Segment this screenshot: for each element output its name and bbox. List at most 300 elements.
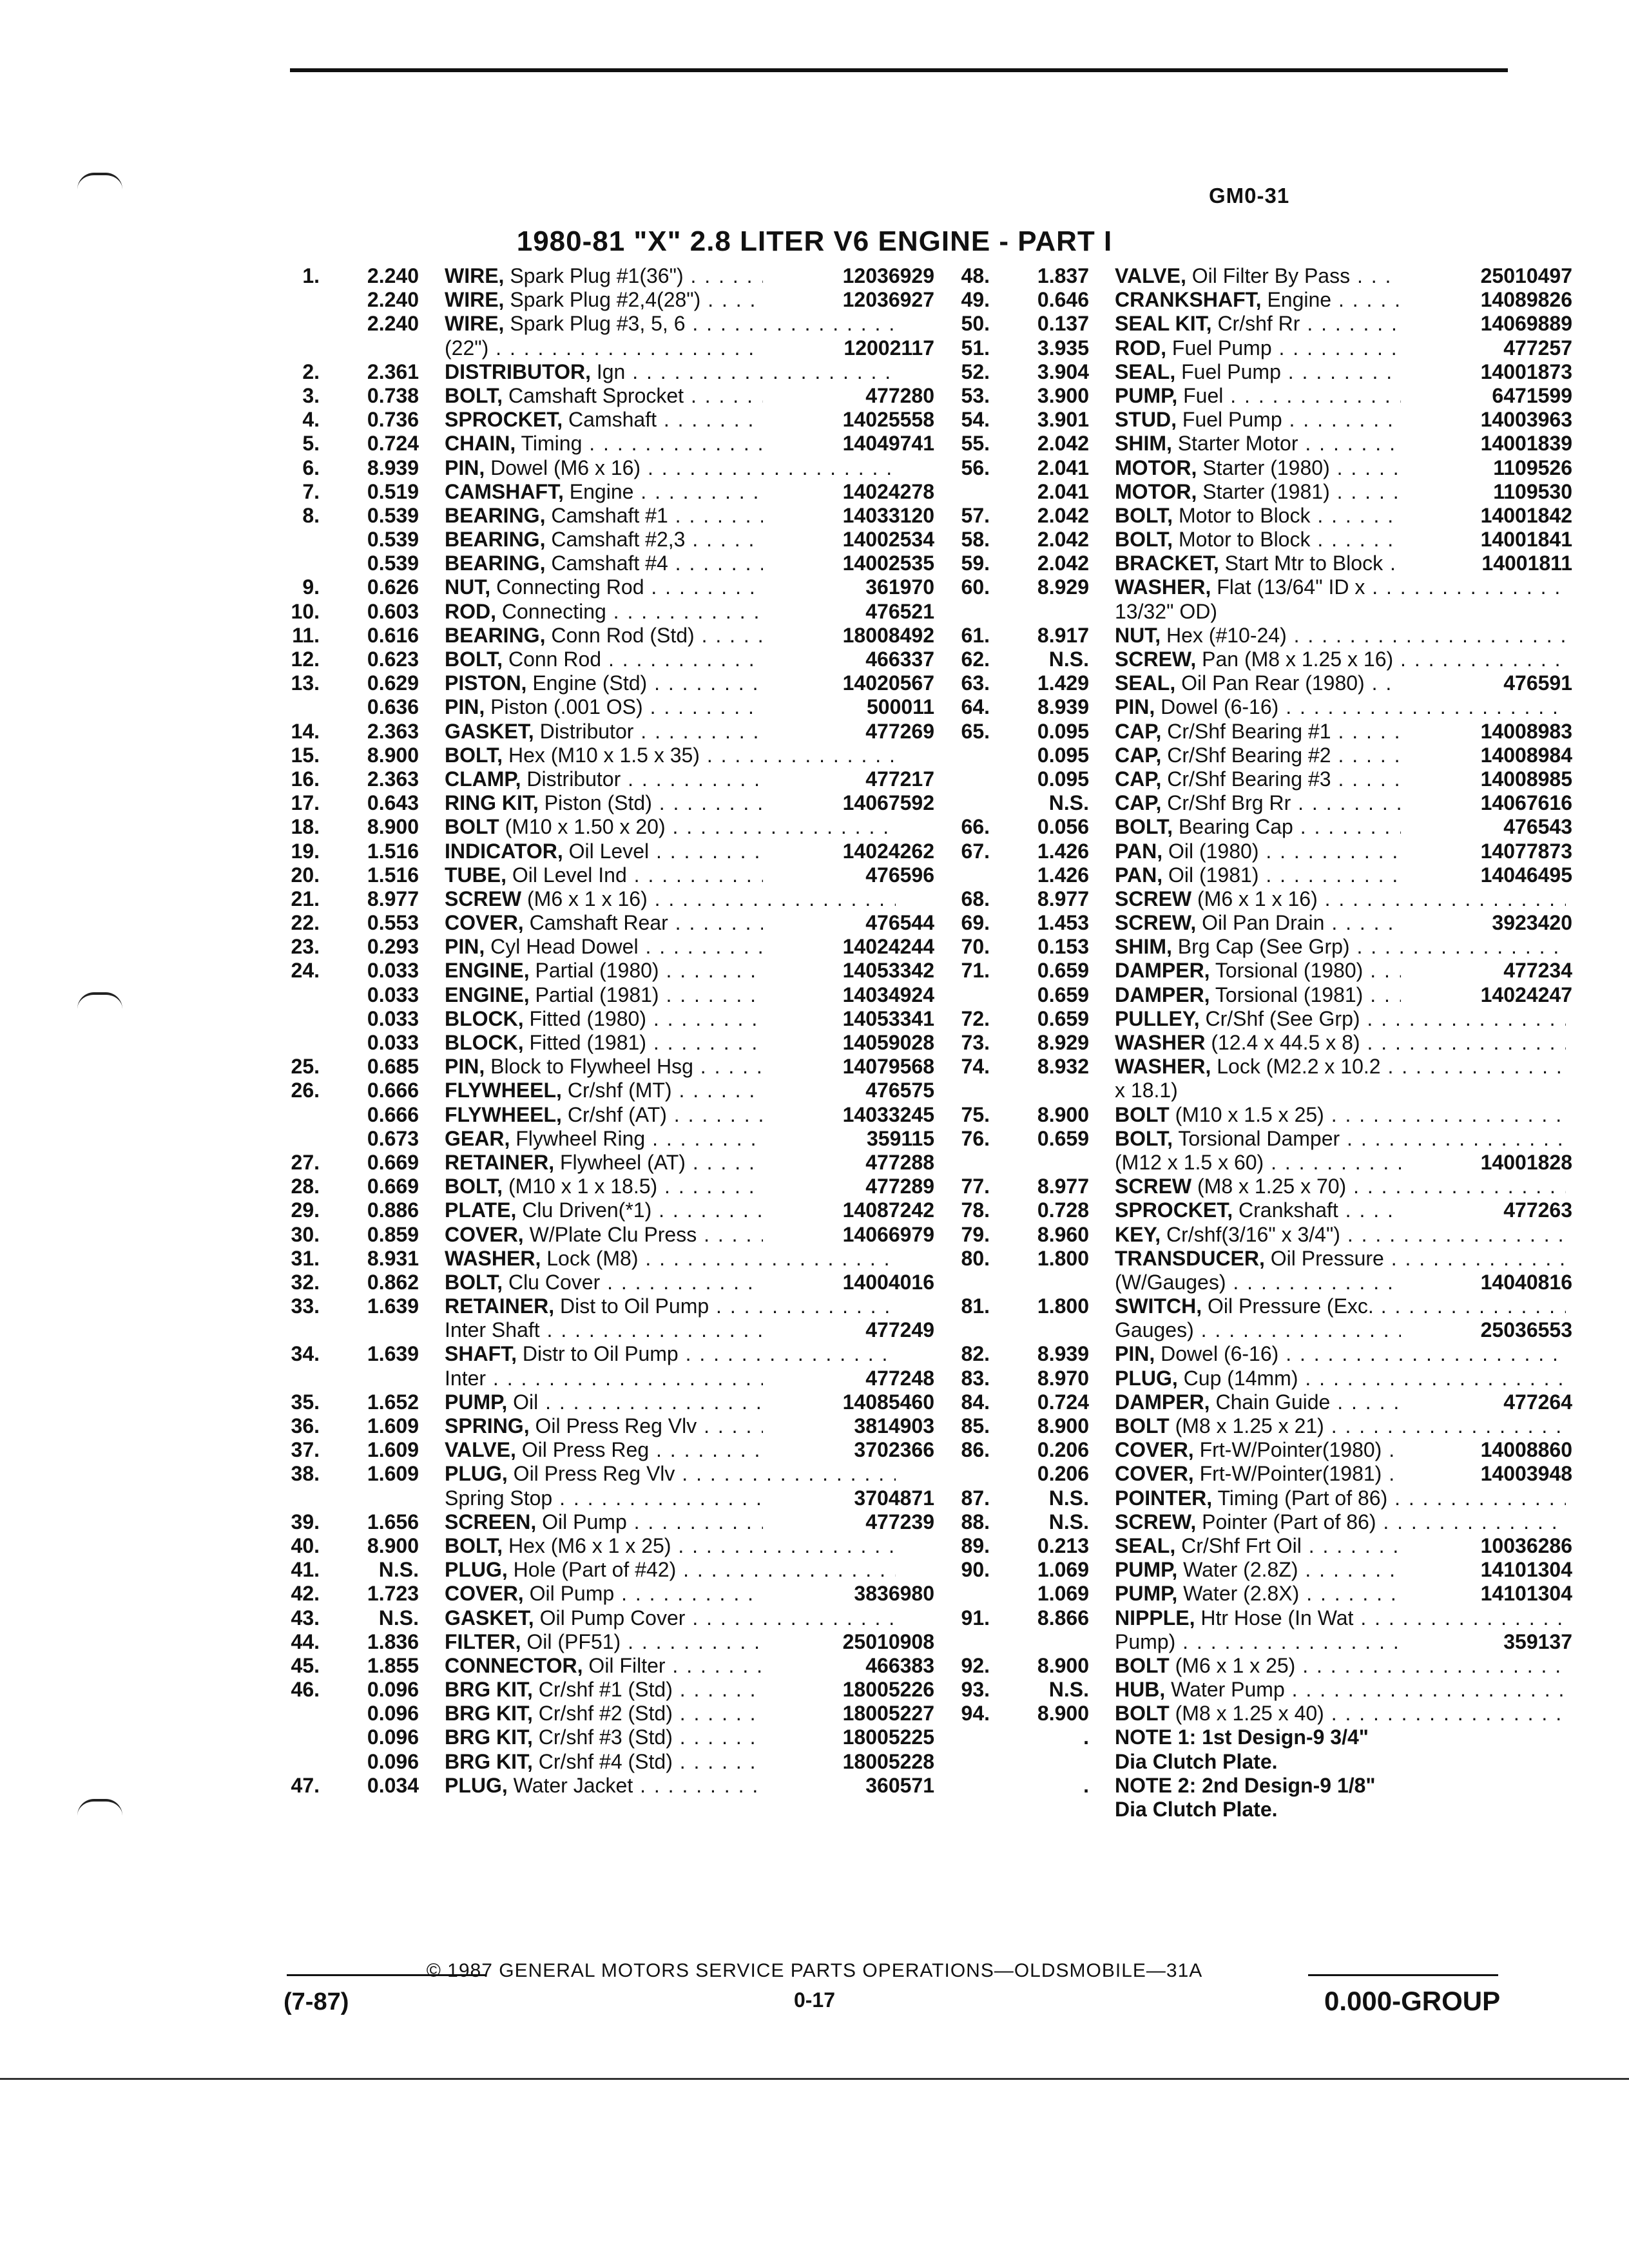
group-number: 0.519	[367, 479, 419, 503]
part-number: 14101304	[1401, 1582, 1572, 1606]
group-number: 8.900	[367, 1533, 419, 1557]
part-name: VALVE,	[445, 1438, 516, 1462]
part-detail: Oil Filter	[588, 1653, 666, 1677]
part-detail: Motor to Block	[1178, 528, 1311, 552]
part-name: DAMPER,	[1115, 983, 1210, 1006]
part-description	[1115, 575, 1566, 599]
part-name: FLYWHEEL,	[445, 1102, 562, 1126]
part-detail: Dia Clutch Plate.	[1115, 1798, 1278, 1821]
part-name: DAMPER,	[1115, 959, 1210, 983]
part-name: PIN,	[445, 695, 485, 719]
ref-number: 62.	[961, 648, 990, 671]
part-name: RETAINER,	[445, 1294, 555, 1318]
part-row	[928, 1774, 1572, 1798]
part-detail: Inter	[445, 1366, 487, 1390]
part-name: PUMP,	[1115, 1582, 1178, 1606]
part-row	[258, 1342, 934, 1366]
part-detail: Cr/shf #3 (Std)	[538, 1725, 673, 1749]
ref-number: 29.	[291, 1198, 320, 1222]
part-row	[258, 1414, 934, 1438]
part-name: FLYWHEEL,	[445, 1079, 562, 1102]
group-number: 1.656	[367, 1510, 419, 1533]
part-name: WASHER	[1115, 1031, 1206, 1054]
part-row	[258, 671, 934, 695]
part-name: PUMP,	[1115, 1558, 1178, 1582]
part-detail: Bearing Cap	[1178, 815, 1293, 839]
part-name: MOTOR,	[1115, 479, 1197, 503]
part-row	[258, 1103, 934, 1127]
part-row	[258, 815, 934, 839]
part-row	[258, 480, 934, 504]
group-number: 8.866	[1037, 1606, 1089, 1629]
part-number: 14069889	[1401, 312, 1572, 336]
ref-number: 24.	[291, 959, 320, 983]
part-name: BOLT	[1115, 1414, 1170, 1437]
part-row	[258, 1247, 934, 1271]
group-number: 0.616	[367, 623, 419, 647]
part-row	[928, 695, 1572, 719]
part-name: SHIM,	[1115, 432, 1172, 456]
part-detail: Starter Motor	[1177, 432, 1298, 456]
part-number: 14024262	[763, 840, 934, 863]
scan-mark	[77, 992, 122, 1009]
part-row	[258, 1534, 934, 1558]
group-number: 1.652	[367, 1390, 419, 1414]
part-detail: Connecting	[501, 599, 606, 623]
ref-number: 49.	[961, 288, 990, 312]
part-number: 14067592	[763, 791, 934, 815]
part-row	[928, 1558, 1572, 1582]
part-name: TRANSDUCER,	[1115, 1246, 1265, 1270]
part-number: 477257	[1401, 336, 1572, 360]
part-number: 14024247	[1401, 983, 1572, 1007]
ref-number: 76.	[961, 1126, 990, 1150]
part-row	[258, 1031, 934, 1055]
part-detail: Pointer (Part of 86)	[1202, 1510, 1376, 1533]
part-row	[258, 1318, 934, 1342]
part-number: 477263	[1401, 1198, 1572, 1222]
ref-number: 94.	[961, 1702, 990, 1725]
ref-number: 91.	[961, 1606, 990, 1629]
part-name: BRG KIT,	[445, 1678, 533, 1702]
ref-number: 61.	[961, 623, 990, 647]
part-description	[445, 887, 896, 911]
group-number: 8.970	[1037, 1366, 1089, 1390]
group-number: 0.724	[1037, 1390, 1089, 1414]
part-detail: Water Pump	[1171, 1678, 1285, 1702]
part-row	[928, 1127, 1572, 1151]
part-name: NUT,	[1115, 623, 1161, 647]
group-number: 8.900	[1037, 1702, 1089, 1725]
part-number: 14079568	[763, 1055, 934, 1079]
part-detail: Clu Cover	[508, 1270, 601, 1294]
ref-number: 41.	[291, 1558, 320, 1582]
ref-number: 40.	[291, 1533, 320, 1557]
scan-mark	[77, 1799, 122, 1816]
part-number: 359115	[763, 1127, 934, 1151]
part-row	[258, 1438, 934, 1462]
part-name: SPROCKET,	[1115, 1198, 1233, 1222]
part-detail: Cup (14mm)	[1183, 1366, 1298, 1390]
group-number: 2.042	[1037, 503, 1089, 527]
part-detail: Hex (M6 x 1 x 25)	[508, 1533, 671, 1557]
group-number: 0.033	[367, 959, 419, 983]
part-detail: Fuel Pump	[1171, 336, 1272, 360]
part-detail: Oil (1981)	[1168, 863, 1259, 887]
group-number: 0.669	[367, 1150, 419, 1174]
group-number: 0.603	[367, 599, 419, 623]
ref-number: 33.	[291, 1294, 320, 1318]
part-row	[258, 288, 934, 312]
group-number: 0.629	[367, 671, 419, 695]
ref-number: 8.	[302, 503, 320, 527]
parts-list-right	[928, 264, 1572, 1821]
part-name: CAMSHAFT,	[445, 479, 564, 503]
ref-number: 6.	[302, 456, 320, 479]
part-detail: (W/Gauges)	[1115, 1270, 1226, 1294]
part-description	[1115, 1247, 1566, 1271]
ref-number: 4.	[302, 408, 320, 432]
part-name: BEARING,	[445, 503, 546, 527]
part-row	[258, 1198, 934, 1222]
ref-number: 22.	[291, 911, 320, 935]
part-number: 14001841	[1401, 528, 1572, 552]
group-number: 0.643	[367, 791, 419, 815]
part-row	[258, 1486, 934, 1510]
group-number: 0.673	[367, 1126, 419, 1150]
group-number: 8.939	[1037, 695, 1089, 719]
ref-number: 9.	[302, 575, 320, 599]
part-number: 3704871	[763, 1486, 934, 1510]
part-detail: Gauges)	[1115, 1318, 1194, 1342]
part-row	[928, 767, 1572, 791]
ref-number: 42.	[291, 1582, 320, 1606]
part-number: 1109526	[1401, 456, 1572, 480]
group-number: 0.659	[1037, 983, 1089, 1006]
part-detail: (M8 x 1.25 x 21)	[1175, 1414, 1324, 1437]
ref-number: 50.	[961, 312, 990, 336]
part-row	[928, 935, 1572, 959]
part-detail: Lock (M2.2 x 10.2	[1217, 1055, 1381, 1079]
part-detail: Motor to Block	[1178, 503, 1311, 527]
ref-number: 85.	[961, 1414, 990, 1437]
part-name: PIN,	[445, 456, 485, 479]
part-name: STUD,	[1115, 408, 1177, 432]
part-row	[928, 1175, 1572, 1198]
part-detail: Fuel	[1183, 383, 1224, 407]
part-detail: Timing (Part of 86)	[1217, 1486, 1388, 1510]
group-number: 0.623	[367, 648, 419, 671]
ref-number: 28.	[291, 1175, 320, 1198]
part-detail: Engine	[569, 479, 634, 503]
part-name: COVER,	[1115, 1462, 1194, 1486]
part-detail: Cr/Shf (See Grp)	[1205, 1006, 1360, 1030]
part-name: SHIM,	[1115, 935, 1172, 959]
part-row	[928, 1390, 1572, 1414]
part-name: WASHER,	[1115, 1055, 1211, 1079]
ref-number: 83.	[961, 1366, 990, 1390]
group-number: 1.639	[367, 1342, 419, 1366]
part-detail: (M8 x 1.25 x 40)	[1175, 1702, 1324, 1725]
group-number: 0.206	[1037, 1462, 1089, 1486]
part-row	[258, 1271, 934, 1294]
part-description	[445, 312, 896, 336]
part-name: BLOCK,	[445, 1031, 524, 1054]
page-number: 0-17	[793, 1988, 836, 2012]
part-detail: Fitted (1981)	[529, 1031, 646, 1054]
part-row	[928, 720, 1572, 744]
part-row	[258, 1750, 934, 1774]
part-number: 1109530	[1401, 480, 1572, 504]
part-row	[928, 1798, 1572, 1821]
part-name: NUT,	[445, 575, 491, 599]
part-detail: Start Mtr to Block	[1224, 552, 1383, 575]
part-number: 25010497	[1401, 264, 1572, 288]
part-row	[258, 744, 934, 767]
part-name: SCREEN,	[445, 1510, 537, 1533]
part-detail: Oil (1980)	[1168, 839, 1259, 863]
part-number: 466383	[763, 1654, 934, 1678]
part-detail: (M8 x 1.25 x 70)	[1197, 1175, 1347, 1198]
ref-number: 21.	[291, 887, 320, 910]
group-number: 8.977	[1037, 1175, 1089, 1198]
group-number: 1.453	[1037, 911, 1089, 935]
part-name: BOLT	[1115, 1702, 1170, 1725]
part-row	[928, 480, 1572, 504]
top-rule	[290, 68, 1508, 72]
group-number: 2.240	[367, 264, 419, 287]
part-name: PIN,	[445, 935, 485, 959]
part-detail: Crankshaft	[1239, 1198, 1338, 1222]
part-row	[928, 1438, 1572, 1462]
part-row	[928, 1007, 1572, 1031]
part-detail: Torsional (1980)	[1215, 959, 1364, 983]
ref-number: 25.	[291, 1055, 320, 1079]
group-number: 1.837	[1037, 264, 1089, 287]
part-detail: Water Jacket	[513, 1773, 633, 1797]
part-detail: Piston (Std)	[544, 791, 652, 815]
part-detail: Water (2.8Z)	[1183, 1558, 1298, 1582]
part-description	[1115, 887, 1566, 911]
part-description	[1115, 1175, 1566, 1198]
part-name: BLOCK,	[445, 1006, 524, 1030]
part-name: CAP,	[1115, 791, 1162, 815]
part-row	[928, 1318, 1572, 1342]
group-number: 0.659	[1037, 1006, 1089, 1030]
group-number: 0.862	[367, 1270, 419, 1294]
part-detail: Partial (1980)	[535, 959, 659, 983]
part-row	[928, 575, 1572, 599]
part-number: 477289	[763, 1175, 934, 1198]
part-row	[928, 1534, 1572, 1558]
group-number: 8.977	[1037, 887, 1089, 910]
group-number: 2.363	[367, 719, 419, 743]
part-name: BOLT,	[445, 1175, 503, 1198]
part-number: 3702366	[763, 1438, 934, 1462]
part-row	[258, 695, 934, 719]
part-name: SEAL KIT,	[1115, 312, 1212, 336]
ref-number: 77.	[961, 1175, 990, 1198]
part-number: 476543	[1401, 815, 1572, 839]
part-name: PUMP,	[445, 1390, 508, 1414]
part-description	[445, 360, 896, 384]
part-number: 14034924	[763, 983, 934, 1007]
ref-number: 39.	[291, 1510, 320, 1533]
part-number: 12036927	[763, 288, 934, 312]
part-description	[445, 744, 896, 767]
part-name: BOLT,	[445, 383, 503, 407]
group-number: 0.626	[367, 575, 419, 599]
part-name: BOLT	[445, 815, 499, 839]
part-detail: (M6 x 1 x 16)	[527, 887, 648, 910]
part-detail: Flat (13/64" ID x	[1217, 575, 1365, 599]
part-row	[258, 1294, 934, 1318]
part-name: DISTRIBUTOR,	[445, 360, 591, 383]
part-name: CLAMP,	[445, 767, 521, 791]
part-detail: Camshaft Rear	[529, 911, 668, 935]
part-detail: Conn Rod	[508, 648, 602, 671]
part-name: ROD,	[445, 599, 496, 623]
ref-number: 93.	[961, 1678, 990, 1702]
group-number: 0.293	[367, 935, 419, 959]
part-row	[928, 384, 1572, 408]
part-name: WIRE,	[445, 264, 505, 287]
part-detail: (22")	[445, 336, 489, 360]
group-number: 0.096	[367, 1678, 419, 1702]
part-name: BOLT,	[1115, 1126, 1173, 1150]
part-name: BOLT,	[445, 1533, 503, 1557]
ref-number: 63.	[961, 671, 990, 695]
group-number: 2.240	[367, 312, 419, 336]
group-number: 8.960	[1037, 1222, 1089, 1246]
part-number: 3836980	[763, 1582, 934, 1606]
part-name: CHAIN,	[445, 432, 516, 456]
ref-number: 45.	[291, 1653, 320, 1677]
part-name: MOTOR,	[1115, 456, 1197, 479]
part-description	[1115, 1725, 1566, 1749]
part-row	[928, 552, 1572, 575]
part-name: SPROCKET,	[445, 408, 563, 432]
part-row	[928, 1462, 1572, 1486]
part-description	[1115, 1414, 1566, 1438]
part-detail: Torsional (1981)	[1215, 983, 1364, 1006]
part-row	[928, 1079, 1572, 1102]
ref-number: 14.	[291, 719, 320, 743]
ref-number: 38.	[291, 1462, 320, 1486]
part-name: BOLT,	[1115, 503, 1173, 527]
ref-number: 10.	[291, 599, 320, 623]
part-row	[258, 408, 934, 432]
part-row	[258, 1774, 934, 1798]
part-description	[1115, 935, 1566, 959]
part-detail: 2nd Design-9 1/8"	[1202, 1773, 1376, 1797]
part-detail: Distr to Oil Pump	[522, 1342, 679, 1366]
part-row	[258, 1390, 934, 1414]
ref-number: 12.	[291, 648, 320, 671]
part-row	[928, 791, 1572, 815]
group-number: 2.042	[1037, 528, 1089, 552]
part-detail: 13/32" OD)	[1115, 599, 1217, 623]
part-detail: Dia Clutch Plate.	[1115, 1749, 1278, 1773]
group-number: 1.609	[367, 1438, 419, 1462]
part-number: 14001828	[1401, 1151, 1572, 1175]
part-name: KEY,	[1115, 1222, 1161, 1246]
group-number: 0.659	[1037, 959, 1089, 983]
part-number: 476521	[763, 600, 934, 624]
part-detail: Cyl Head Dowel	[490, 935, 639, 959]
part-name: ROD,	[1115, 336, 1166, 360]
page-title: 1980-81 "X" 2.8 LITER V6 ENGINE - PART I	[516, 226, 1113, 257]
part-name: PISTON,	[445, 671, 527, 695]
group-number: 1.639	[367, 1294, 419, 1318]
ref-number: 75.	[961, 1102, 990, 1126]
part-row	[258, 360, 934, 384]
group-number: 0.096	[367, 1702, 419, 1725]
part-row	[258, 1558, 934, 1582]
part-description	[1115, 1702, 1566, 1725]
ref-number: 51.	[961, 336, 990, 360]
ref-number: 69.	[961, 911, 990, 935]
ref-number: 64.	[961, 695, 990, 719]
part-name: SCREW,	[1115, 1510, 1197, 1533]
ref-number: 52.	[961, 360, 990, 383]
part-row	[258, 648, 934, 671]
ref-number: 13.	[291, 671, 320, 695]
part-description	[445, 1558, 896, 1582]
part-detail: Block to Flywheel Hsg	[490, 1055, 693, 1079]
part-name: PLUG,	[1115, 1366, 1178, 1390]
part-row	[258, 432, 934, 456]
part-number: 14024278	[763, 480, 934, 504]
group-number: 0.096	[367, 1725, 419, 1749]
part-detail: Water (2.8X)	[1183, 1582, 1300, 1606]
ref-number: 26.	[291, 1079, 320, 1102]
group-number: 0.728	[1037, 1198, 1089, 1222]
part-row	[928, 264, 1572, 288]
part-row	[928, 1678, 1572, 1702]
part-number: 25036553	[1401, 1318, 1572, 1342]
part-number: 477288	[763, 1151, 934, 1175]
part-row	[258, 1223, 934, 1247]
part-row	[258, 624, 934, 648]
part-row	[258, 264, 934, 288]
group-number: 1.723	[367, 1582, 419, 1606]
part-name: NOTE 1:	[1115, 1725, 1197, 1749]
part-detail: Cr/Shf Bearing #1	[1167, 719, 1331, 743]
part-row	[258, 1462, 934, 1486]
group-number: 2.041	[1037, 479, 1089, 503]
part-number: 14101304	[1401, 1558, 1572, 1582]
part-name: PAN,	[1115, 863, 1163, 887]
ref-number: 84.	[961, 1390, 990, 1414]
group-number: 2.363	[367, 767, 419, 791]
group-number: 1.426	[1037, 863, 1089, 887]
part-description	[1115, 695, 1566, 719]
part-name: BRG KIT,	[445, 1749, 533, 1773]
ref-number: 74.	[961, 1055, 990, 1079]
part-name: RETAINER,	[445, 1150, 555, 1174]
part-description	[1115, 1798, 1566, 1821]
part-name: GASKET,	[445, 719, 534, 743]
part-detail: W/Plate Clu Press	[529, 1222, 697, 1246]
group-number: 0.666	[367, 1102, 419, 1126]
part-detail: Ign	[596, 360, 626, 383]
part-detail: Oil Pump	[542, 1510, 627, 1533]
part-row	[928, 1271, 1572, 1294]
ref-number: 36.	[291, 1414, 320, 1437]
group-number: 0.553	[367, 911, 419, 935]
part-detail: Cr/shf #4 (Std)	[538, 1749, 673, 1773]
